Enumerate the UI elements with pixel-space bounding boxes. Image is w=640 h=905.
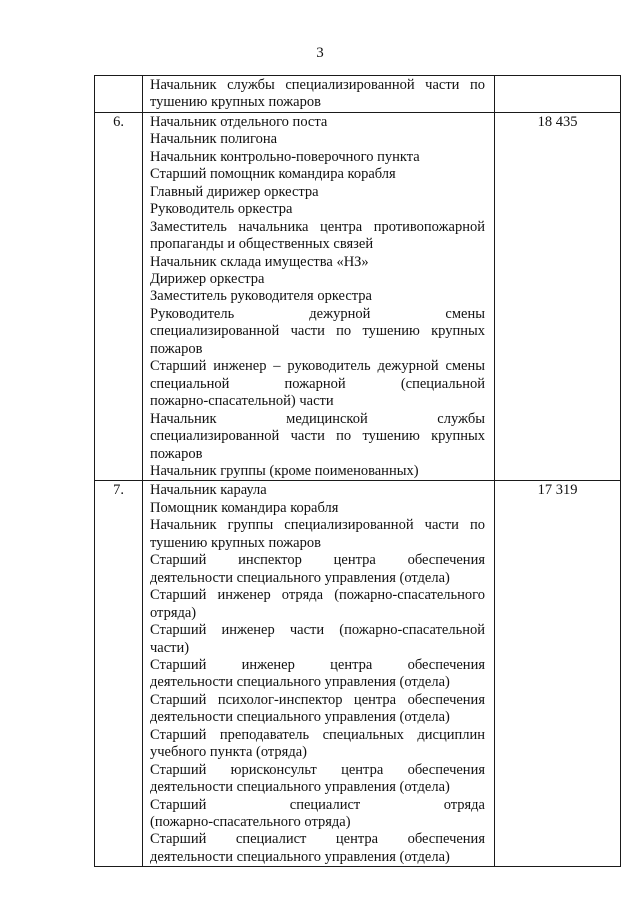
position-line: деятельности специального управления (отдела) [150,779,450,796]
position-line: Начальник караула [150,482,267,499]
position-line: Старший инженер – руководитель дежурной смены [150,358,485,375]
positions-table-body [95,76,621,867]
position-line: Старший преподаватель специальных дисциплин [150,726,485,743]
position-line: учебного пункта (отряда) [150,744,307,761]
position-line: деятельности специального управления (отдела) [150,848,450,865]
salary-value: 17 319 [495,481,621,867]
position-titles [143,76,495,113]
position-line: деятельности специального управления (отдела) [150,674,450,691]
position-line: пожарно-спасательной) части [150,393,334,410]
position-line: отряда) [150,604,197,621]
position-line: Старший психолог-инспектор центра обеспечения [150,691,485,708]
position-line: деятельности специального управления (отдела) [150,709,450,726]
position-line: Начальник отдельного поста [150,113,328,130]
position-line: Старший помощник командира корабля [150,166,396,183]
position-line: тушению крупных пожаров [150,534,321,551]
position-line: Заместитель начальника центра противопожарной [150,218,485,235]
table-row [95,76,621,113]
position-line: Старший специалист центра обеспечения [150,831,485,848]
position-line: Начальник медицинской службы [150,410,485,427]
position-line: Руководитель дежурной смены [150,305,485,322]
positions-table [94,75,621,867]
position-line: тушению крупных пожаров [150,94,321,111]
position-line: Начальник службы специализированной части по [150,77,485,93]
position-line: Главный дирижер оркестра [150,183,319,200]
position-line: пожаров [150,340,203,357]
position-line: Заместитель руководителя оркестра [150,288,372,305]
position-titles [143,481,495,867]
position-titles [143,112,495,481]
position-line: Старший юрисконсульт центра обеспечения [150,761,485,778]
position-line: Руководитель оркестра [150,201,293,218]
position-line: специализированной части по тушению крупных [150,323,485,340]
position-line: Старший инженер части (пожарно-спасательной [150,622,485,639]
row-number [95,76,143,113]
position-line: части) [150,639,190,656]
position-line: Старший инженер отряда (пожарно-спасательного [150,587,485,604]
position-line: Начальник группы (кроме поименованных) [150,462,419,479]
page-number: 3 [316,45,324,61]
position-line: Начальник полигона [150,131,278,148]
position-line: Начальник контрольно-поверочного пункта [150,148,420,165]
table-row [95,112,621,481]
position-line: Старший специалист отряда [150,796,485,813]
position-line: пропаганды и общественных связей [150,236,374,253]
position-line: специальной пожарной (специальной [150,375,485,392]
table-row [95,481,621,867]
position-line: (пожарно-спасательного отряда) [150,814,351,831]
position-line: Дирижер оркестра [150,270,265,287]
position-line: специализированной части по тушению крупных [150,428,485,445]
row-number: 7. [95,481,143,867]
position-line: Начальник склада имущества «НЗ» [150,253,369,270]
position-line: Начальник группы специализированной части по [150,517,485,534]
position-line: Старший инженер центра обеспечения [150,656,485,673]
row-number: 6. [95,112,143,481]
position-line: Помощник командира корабля [150,499,339,516]
position-line: деятельности специального управления (отдела) [150,569,450,586]
salary-value [495,76,621,113]
position-line: Старший инспектор центра обеспечения [150,552,485,569]
salary-value: 18 435 [495,112,621,481]
position-line: пожаров [150,445,203,462]
